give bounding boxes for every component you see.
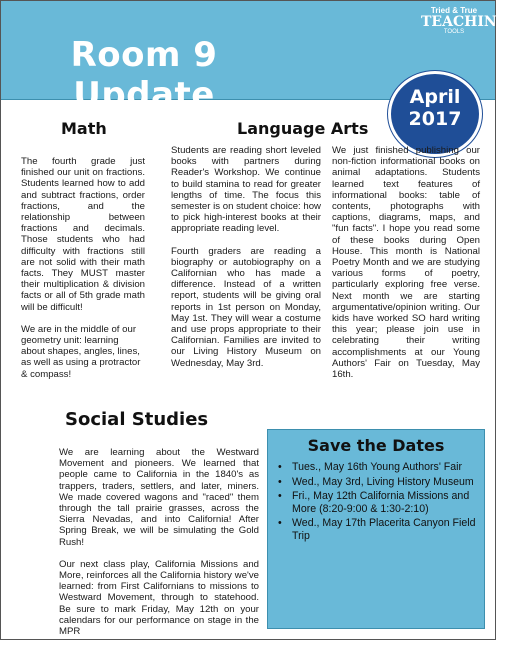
logo-line-1: Tried & True <box>430 6 478 15</box>
list-item <box>278 476 476 489</box>
social-studies-heading: Social Studies <box>65 409 209 430</box>
bullet-icon: • <box>278 461 282 473</box>
date-item-text: Fri., May 12th California Missions and More (8:20-9:00 & 1:30-2:10) <box>292 490 470 515</box>
badge-year: 2017 <box>408 108 462 130</box>
bullet-icon: • <box>278 517 282 530</box>
logo-line-2: TEACHING <box>421 14 509 30</box>
bullet-icon: • <box>278 475 282 488</box>
math-column <box>21 156 145 391</box>
language-arts-heading: Language Arts <box>237 119 369 138</box>
list-item <box>278 461 476 474</box>
date-item-text: Wed., May 17th Placerita Canyon Field Trip <box>292 517 476 542</box>
bullet-icon: • <box>278 490 282 503</box>
math-heading: Math <box>61 119 107 138</box>
language-arts-paragraph: Students are reading short leveled books with partners during Reader's Workshop. We continue to build stamina to read for greater lengths of time. The focus this semester is on student choice: how to pick high-interest books at their appropriate reading level. <box>171 145 321 235</box>
brand-logo <box>421 6 509 35</box>
badge-month: April <box>409 86 461 108</box>
save-the-dates-box <box>267 429 485 629</box>
math-paragraph: The fourth grade just finished our unit on fractions. Students learned how to add and subtract fractions, order fractions, and the relationship between fractions and decimals. Those students who had difficulty with fractions still are not solid with their math facts. They MUST master their multiplication & division facts or all of 5th grade math will be difficult! <box>21 156 145 313</box>
language-arts-column-1 <box>171 145 321 380</box>
date-item-text: Wed., May 3rd, Living History Museum <box>292 475 474 488</box>
list-item <box>278 490 476 515</box>
language-arts-paragraph: We just finished publishing our non-fiction informational books on animal adaptations. Students learned text features of informational books: table of contents, photographs with captions, diagrams, maps, and "fun facts". I hope you read some of these books during Open House. This month is National Poetry Month and we are studying various forms of poetry, particularly exploring free verse. Next month we are starting argumentative/opinion writing. Our kids have worked SO hard writing this year; please join use in celebrating their writing accomplishments at our Young Authors' Fair on Tuesday, May 16th. <box>332 145 480 381</box>
save-the-dates-heading: Save the Dates <box>307 436 445 455</box>
date-item-text: Tues., May 16th Young Authors' Fair <box>292 461 463 473</box>
social-studies-paragraph: We are learning about the Westward Movement and pioneers. We learned that people came to California in the 1840's as trappers, traders, settlers, and later, miners. We made covered wagons and "raced" them through the tall prairie grasses, across the Sierra Nevadas, and into California! After Spring Break, we will be simulating the Gold Rush! <box>59 447 259 548</box>
language-arts-paragraph: Fourth graders are reading a biography or autobiography on a Californian who has made a difference. Instead of a written report, students will be giving oral reports in 1st person on Monday, May 1st. They will wear a costume and use props appropriate to their Californian. Families are invited to our Living History Museum on Wednesday, May 3rd. <box>171 245 321 369</box>
math-paragraph: We are in the middle of our geometry unit: learning about shapes, angles, lines, as well as using a protractor & compass! <box>21 323 141 380</box>
newsletter-title: Room 9 Update <box>70 35 218 115</box>
social-studies-column <box>59 447 259 648</box>
social-studies-paragraph: Our next class play, California Missions and More, reinforces all the California history we've learned: from First Californians to missions to Westward Movement, through to statehood. Be sure to mark Friday, May 12th on your calendars for our performance on stage in the MPR <box>59 558 259 638</box>
logo-line-3: TOOLS <box>443 29 465 35</box>
list-item <box>278 517 476 542</box>
language-arts-column-2 <box>332 145 480 391</box>
dates-list <box>268 461 484 543</box>
